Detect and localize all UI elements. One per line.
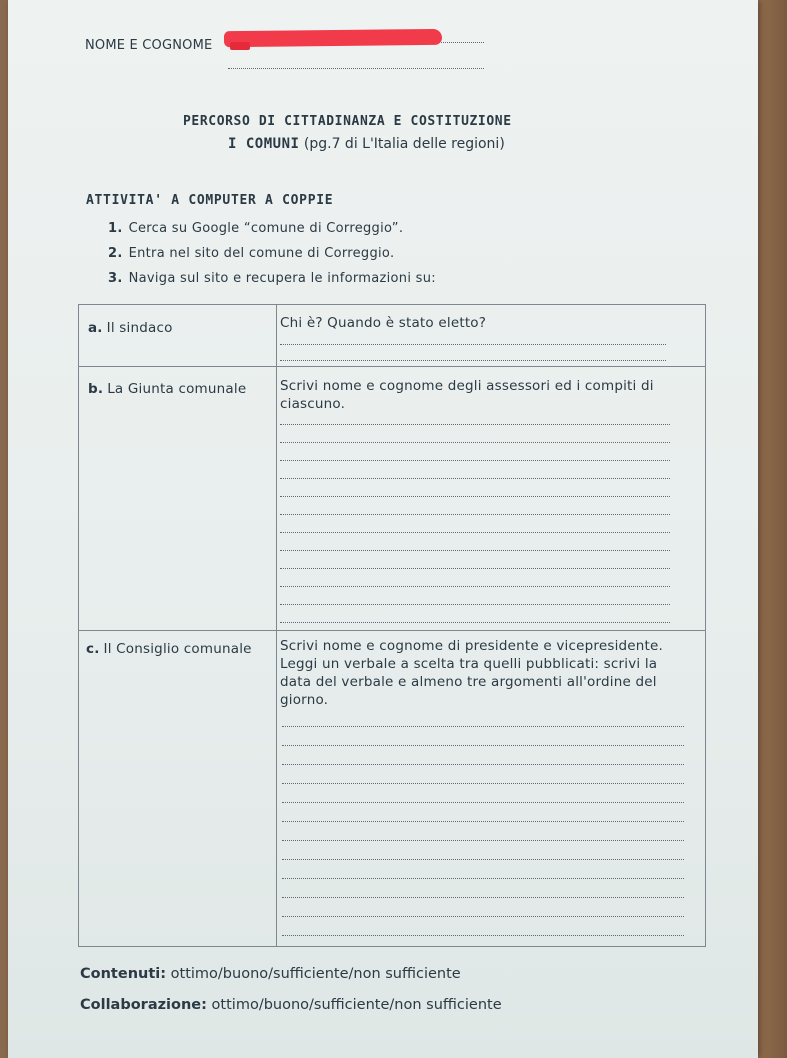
step-number: 1. bbox=[108, 221, 123, 236]
answer-line bbox=[280, 360, 666, 361]
step-text: Naviga sul sito e recupera le informazioni su: bbox=[128, 271, 436, 286]
evaluation-contenuti bbox=[80, 966, 461, 982]
answer-line bbox=[280, 586, 670, 587]
activity-step-3 bbox=[108, 271, 436, 286]
answer-line bbox=[282, 840, 684, 841]
table-row-a-prompt: Chi è? Quando è stato eletto? bbox=[280, 315, 487, 331]
step-number: 2. bbox=[108, 246, 123, 261]
answer-line bbox=[280, 442, 670, 443]
row-label: La Giunta comunale bbox=[107, 381, 247, 397]
answer-line bbox=[280, 496, 670, 497]
page-subtitle bbox=[228, 136, 505, 152]
answer-line bbox=[280, 460, 670, 461]
table-row-divider-2 bbox=[78, 630, 706, 631]
step-text: Entra nel sito del comune di Correggio. bbox=[128, 246, 395, 261]
answer-line bbox=[282, 916, 684, 917]
answer-line bbox=[280, 478, 670, 479]
table-row-a-label bbox=[88, 320, 173, 336]
page-title: PERCORSO DI CITTADINANZA E COSTITUZIONE bbox=[183, 114, 512, 129]
answer-line bbox=[282, 764, 684, 765]
answer-line bbox=[282, 935, 684, 936]
row-key: b. bbox=[88, 381, 104, 397]
evaluation-options: ottimo/buono/sufficiente/non sufficiente bbox=[206, 997, 502, 1013]
answer-line bbox=[282, 783, 684, 784]
row-key: c. bbox=[86, 641, 100, 657]
activity-heading: ATTIVITA' A COMPUTER A COPPIE bbox=[86, 193, 334, 208]
answer-line bbox=[280, 424, 670, 425]
evaluation-label: Collaborazione: bbox=[80, 997, 207, 1013]
answer-line bbox=[282, 802, 684, 803]
redaction-mark bbox=[224, 29, 442, 47]
answer-line bbox=[282, 859, 684, 860]
table-row-b-label bbox=[88, 381, 246, 397]
activity-step-2 bbox=[108, 246, 394, 261]
step-text: Cerca su Google “comune di Correggio”. bbox=[128, 221, 404, 236]
answer-line bbox=[282, 726, 684, 727]
answer-line bbox=[280, 622, 670, 623]
table-row-c-label bbox=[86, 641, 252, 657]
evaluation-options: ottimo/buono/sufficiente/non sufficiente bbox=[166, 966, 461, 982]
name-dotted-line-2 bbox=[228, 68, 484, 69]
evaluation-label: Contenuti: bbox=[80, 966, 167, 982]
table-row-b-prompt: Scrivi nome e cognome degli assessori ed i compiti di ciascuno. bbox=[280, 378, 654, 412]
redaction-mark-tab bbox=[230, 42, 250, 50]
answer-line bbox=[282, 878, 684, 879]
step-number: 3. bbox=[108, 271, 123, 286]
answer-line bbox=[282, 821, 684, 822]
row-label: Il Consiglio comunale bbox=[103, 641, 252, 657]
activity-step-1 bbox=[108, 221, 403, 236]
answer-line bbox=[280, 568, 670, 569]
answer-line bbox=[282, 897, 684, 898]
answer-line bbox=[282, 745, 684, 746]
table-row-divider-1 bbox=[78, 366, 706, 367]
name-label: NOME E COGNOME bbox=[85, 38, 213, 53]
answer-line bbox=[280, 514, 670, 515]
row-key: a. bbox=[88, 320, 103, 336]
answer-line bbox=[280, 550, 670, 551]
answer-line bbox=[280, 532, 670, 533]
subtitle-bold: I COMUNI bbox=[228, 136, 300, 152]
table-row-c-prompt: Scrivi nome e cognome di presidente e vicepresidente. Leggi un verbale a scelta tra quelli pubblicati: scrivi la data del verbale e almeno tre argomenti all'ordine del giorno. bbox=[280, 638, 664, 708]
answer-line bbox=[280, 604, 670, 605]
table-column-divider bbox=[276, 304, 277, 947]
evaluation-collaborazione bbox=[80, 997, 502, 1013]
row-label: Il sindaco bbox=[106, 320, 173, 336]
subtitle-rest: (pg.7 di L'Italia delle regioni) bbox=[299, 136, 505, 152]
answer-line bbox=[280, 344, 666, 345]
